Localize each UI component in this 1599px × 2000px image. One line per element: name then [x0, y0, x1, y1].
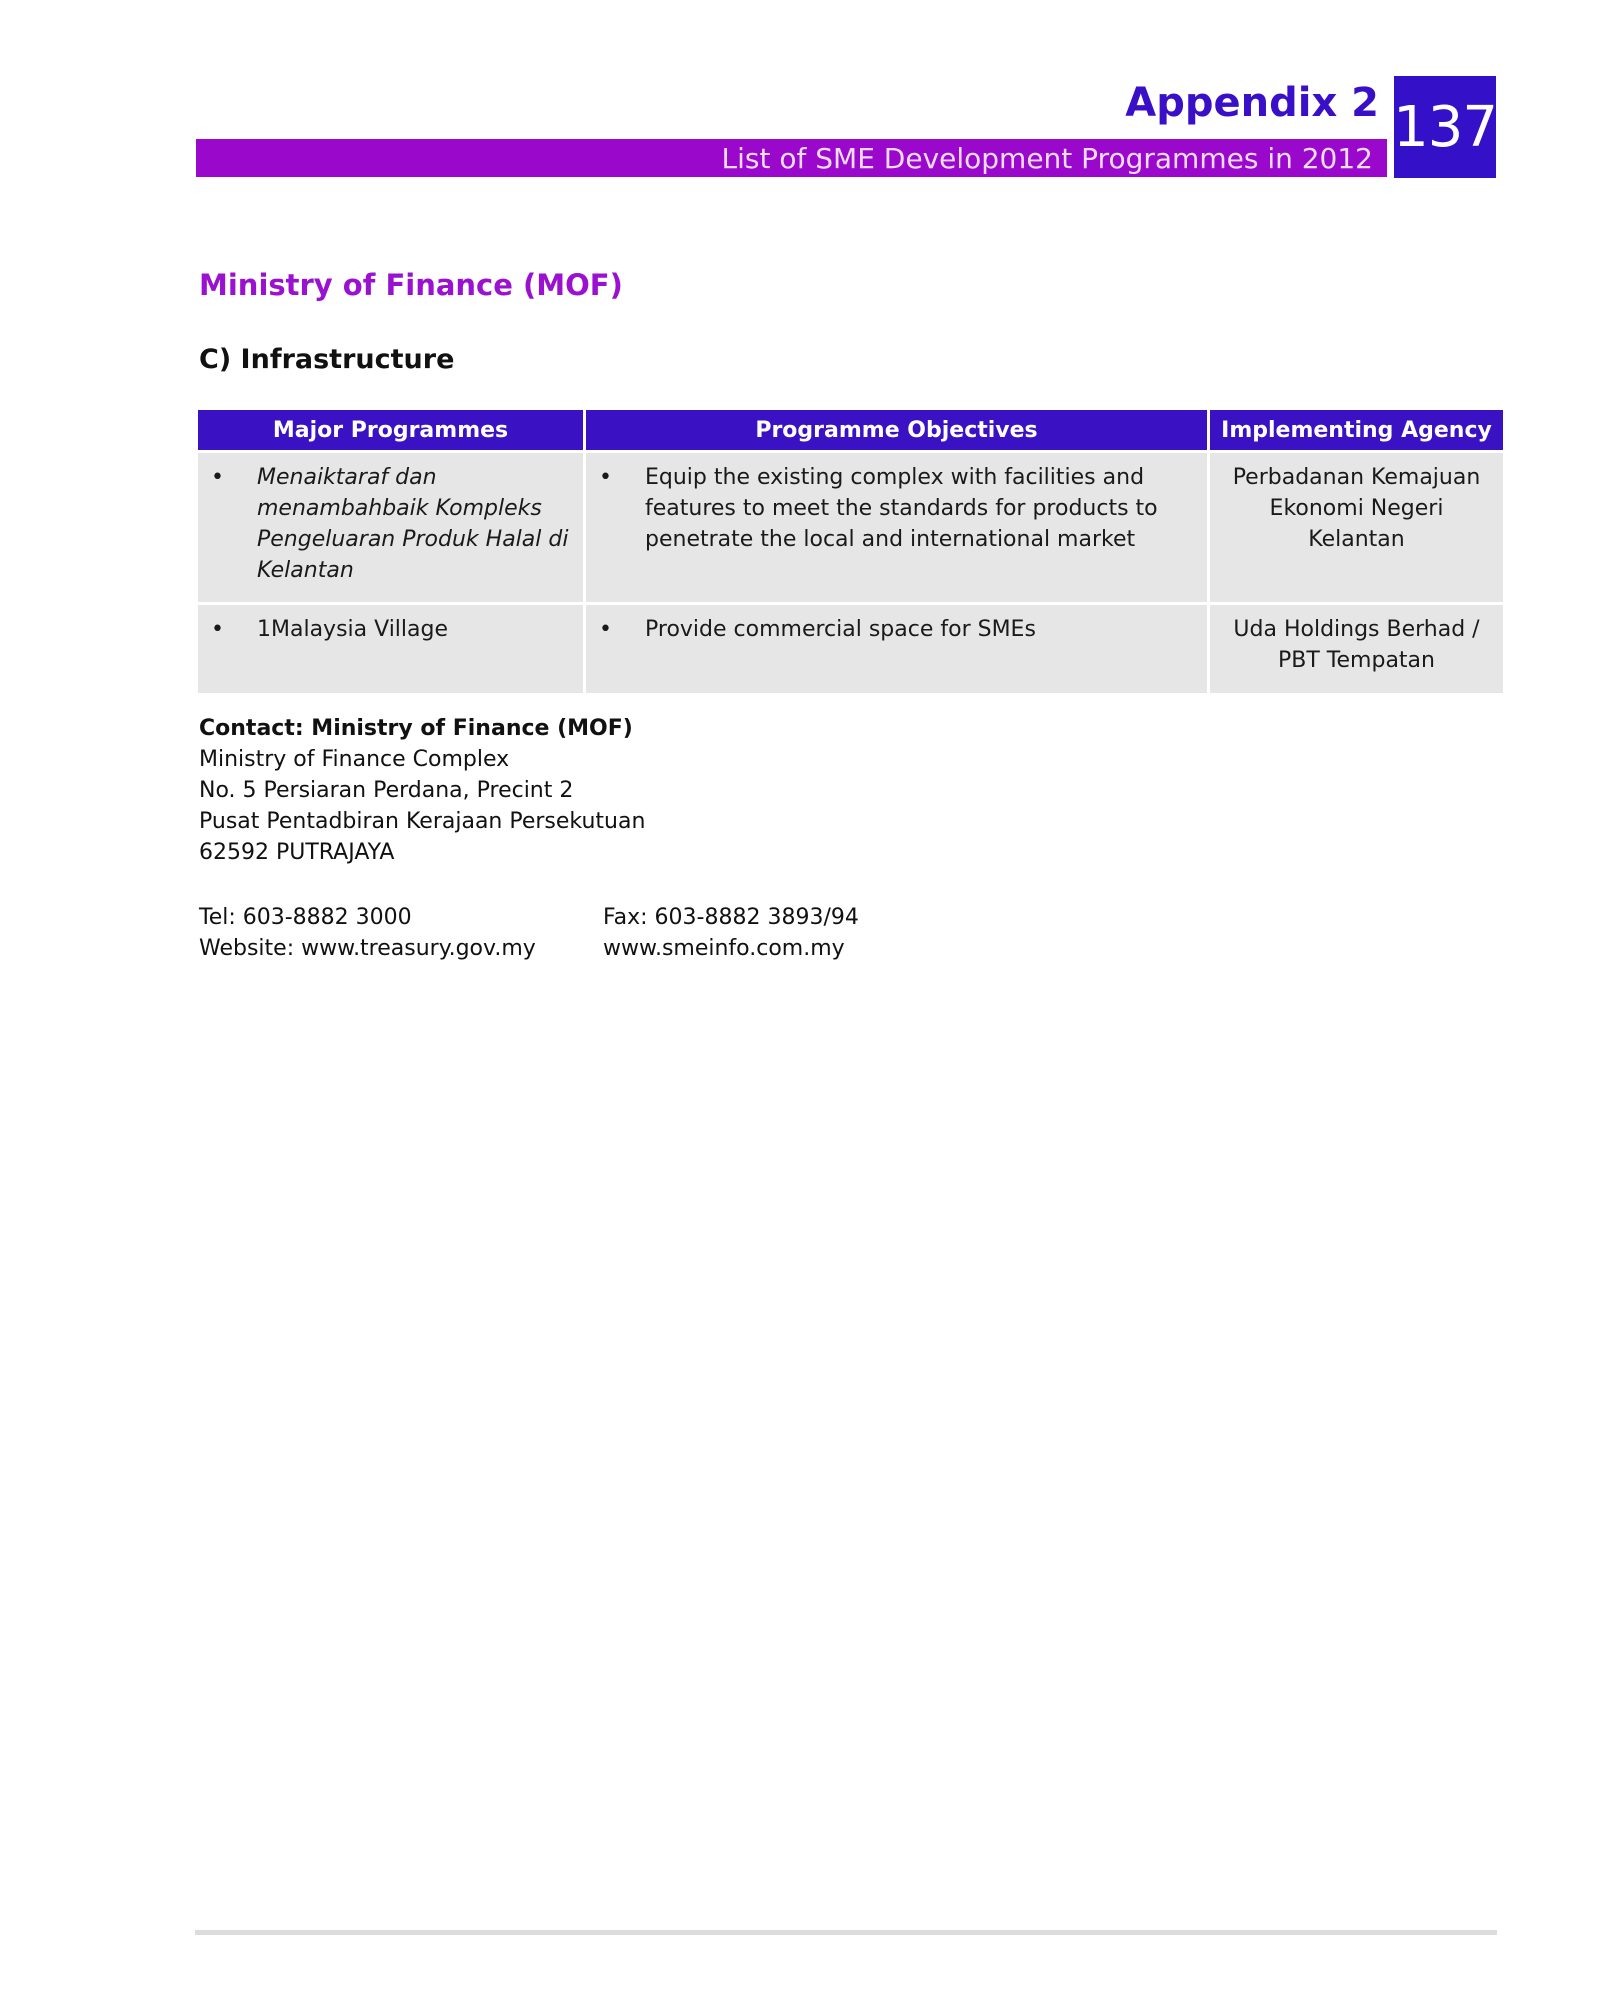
- table-header-row: [198, 410, 1497, 450]
- telephone-number: Tel: 603-8882 3000: [199, 905, 412, 930]
- programmes-table: [198, 410, 1497, 693]
- contact-heading: Contact: Ministry of Finance (MOF): [199, 716, 633, 741]
- table-row: [198, 605, 1497, 693]
- column-header-implementing-agency: Implementing Agency: [1210, 410, 1503, 450]
- address-line: Ministry of Finance Complex: [199, 747, 510, 772]
- table-row: [198, 453, 1497, 602]
- contact-details: [199, 902, 923, 964]
- objective-cell: [586, 605, 1207, 693]
- bullet-icon: •: [211, 617, 224, 642]
- footer-divider: [195, 1930, 1497, 1935]
- agency-cell: Perbadanan Kemajuan Ekonomi Negeri Kelantan: [1210, 453, 1503, 602]
- contact-block: [199, 713, 645, 868]
- smeinfo-website-link[interactable]: www.smeinfo.com.my: [603, 936, 845, 961]
- programme-cell: [198, 453, 583, 602]
- header-bar: [196, 139, 1387, 177]
- bullet-icon: •: [599, 617, 612, 642]
- page-number: 137: [1394, 76, 1496, 178]
- appendix-subtitle: List of SME Development Programmes in 2012: [721, 142, 1373, 175]
- section-title: Ministry of Finance (MOF): [199, 268, 623, 302]
- programme-name: 1Malaysia Village: [257, 617, 449, 642]
- objective-text: Equip the existing complex with facilities and features to meet the standards for products to penetrate the local and international market: [645, 465, 1158, 552]
- address-line: Pusat Pentadbiran Kerajaan Persekutuan: [199, 809, 646, 834]
- bullet-icon: •: [599, 465, 612, 490]
- column-header-programme-objectives: Programme Objectives: [586, 410, 1207, 450]
- subsection-title: C) Infrastructure: [199, 344, 455, 375]
- objective-text: Provide commercial space for SMEs: [645, 617, 1036, 642]
- programme-cell: [198, 605, 583, 693]
- programme-name: Menaiktaraf dan menambahbaik Kompleks Pengeluaran Produk Halal di Kelantan: [257, 465, 569, 583]
- appendix-title: Appendix 2: [1125, 80, 1379, 126]
- fax-number: Fax: 603-8882 3893/94: [603, 905, 859, 930]
- website-link[interactable]: Website: www.treasury.gov.my: [199, 936, 536, 961]
- address-line: No. 5 Persiaran Perdana, Precint 2: [199, 778, 574, 803]
- agency-cell: Uda Holdings Berhad / PBT Tempatan: [1210, 605, 1503, 693]
- address-line: 62592 PUTRAJAYA: [199, 840, 395, 865]
- objective-cell: [586, 453, 1207, 602]
- column-header-major-programmes: Major Programmes: [198, 410, 583, 450]
- bullet-icon: •: [211, 465, 224, 490]
